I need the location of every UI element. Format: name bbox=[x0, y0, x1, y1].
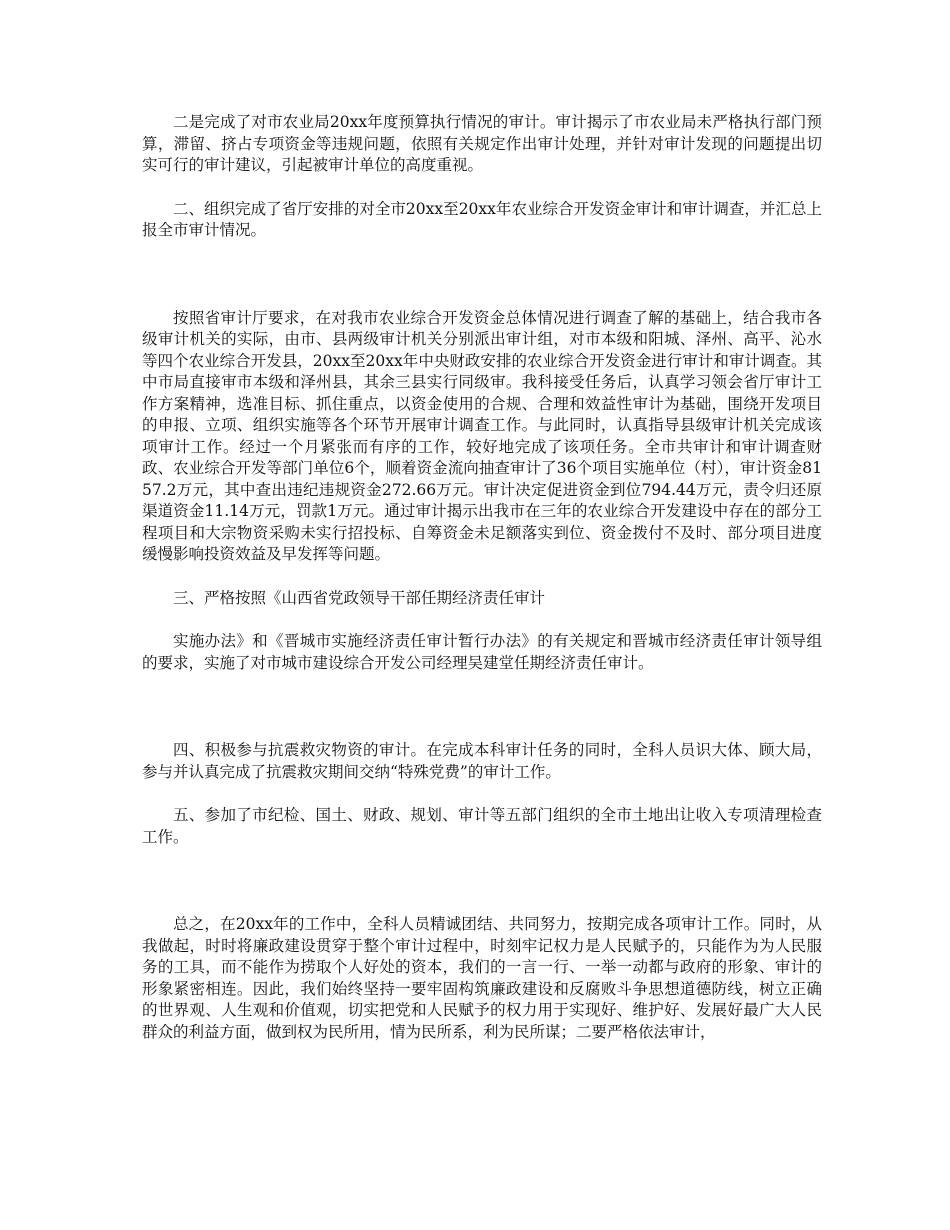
paragraph-item-two: 二、组织完成了省厅安排的对全市20xx至20xx年农业综合开发资金审计和审计调查，并汇总上报全市审计情况。 bbox=[142, 199, 822, 239]
paragraph-item-five: 五、参加了市纪检、国土、财政、规划、审计等五部门组织的全市土地出让收入专项清理检查工作。 bbox=[142, 806, 822, 846]
paragraph-summary: 总之，在20xx年的工作中，全科人员精诚团结、共同努力，按期完成各项审计工作。同时，从我做起，时时将廉政建设贯穿于整个审计过程中，时刻牢记权力是人民赋予的，只能作为为人民服务的工具，而不能作为捞取个人好处的资本，我们的一言一行、一举一动都与政府的形象、审计的形象紧密相连。因此，我们始终坚持一要牢固构筑廉政建设和反腐败斗争思想道德防线，树立正确的世界观、人生观和价值观，切实把党和人民赋予的权力用于实现好、维护好、发展好最广大人民群众的利益方面，做到权为民所用，情为民所系，利为民所谋；二要严格依法审计， bbox=[142, 915, 822, 1041]
paragraph-item-four: 四、积极参与抗震救灾物资的审计。在完成本科审计任务的同时，全科人员识大体、顾大局，参与并认真完成了抗震救灾期间交纳“特殊党费”的审计工作。 bbox=[142, 741, 822, 781]
paragraph-spacer bbox=[142, 674, 822, 740]
paragraph-agriculture-bureau-audit: 二是完成了对市农业局20xx年度预算执行情况的审计。审计揭示了市农业局未严格执行部门预算，滞留、挤占专项资金等违规问题，依照有关规定作出审计处理，并针对审计发现的问题提出切实可行的审计建议，引起被审计单位的高度重视。 bbox=[142, 113, 822, 174]
paragraph-spacer bbox=[142, 783, 822, 805]
document-body bbox=[142, 112, 822, 1043]
paragraph-spacer bbox=[142, 609, 822, 631]
paragraph-spacer bbox=[142, 848, 822, 914]
paragraph-agricultural-fund-audit: 按照省审计厅要求，在对我市农业综合开发资金总体情况进行调查了解的基础上，结合我市各级审计机关的实际，由市、县两级审计机关分别派出审计组，对市本级和阳城、泽州、高平、沁水等四个农业综合开发县，20xx至20xx年中央财政安排的农业综合开发资金进行审计和审计调查。其中市局直接审市本级和泽州县，其余三县实行同级审。我科接受任务后，认真学习领会省厅审计工作方案精神，选准目标、抓住重点，以资金使用的合规、合理和效益性审计为基础，围绕开发项目的申报、立项、组织实施等各个环节开展审计调查工作。与此同时，认真指导县级审计机关完成该项审计工作。经过一个月紧张而有序的工作，较好地完成了该项任务。全市共审计和审计调查财政、农业综合开发等部门单位6个，顺着资金流向抽查审计了36个项目实施单位（村），审计资金8157.2万元，其中查出违纪违规资金272.66万元。审计决定促进资金到位794.44万元，责令归还原渠道资金11.14万元，罚款1万元。通过审计揭示出我市在三年的农业综合开发建设中存在的部分工程项目和大宗物资采购未实行招投标、自筹资金未足额落实到位、资金拨付不及时、部分项目进度缓慢影响投资效益及早发挥等问题。 bbox=[142, 308, 822, 563]
paragraph-item-three-body: 实施办法》和《晋城市实施经济责任审计暂行办法》的有关规定和晋城市经济责任审计领导组的要求，实施了对市城市建设综合开发公司经理吴建堂任期经济责任审计。 bbox=[142, 632, 822, 672]
paragraph-item-three-heading: 三、严格按照《山西省党政领导干部任期经济责任审计 bbox=[173, 588, 546, 607]
paragraph-spacer bbox=[142, 242, 822, 308]
paragraph-spacer bbox=[142, 566, 822, 588]
paragraph-spacer bbox=[142, 177, 822, 199]
